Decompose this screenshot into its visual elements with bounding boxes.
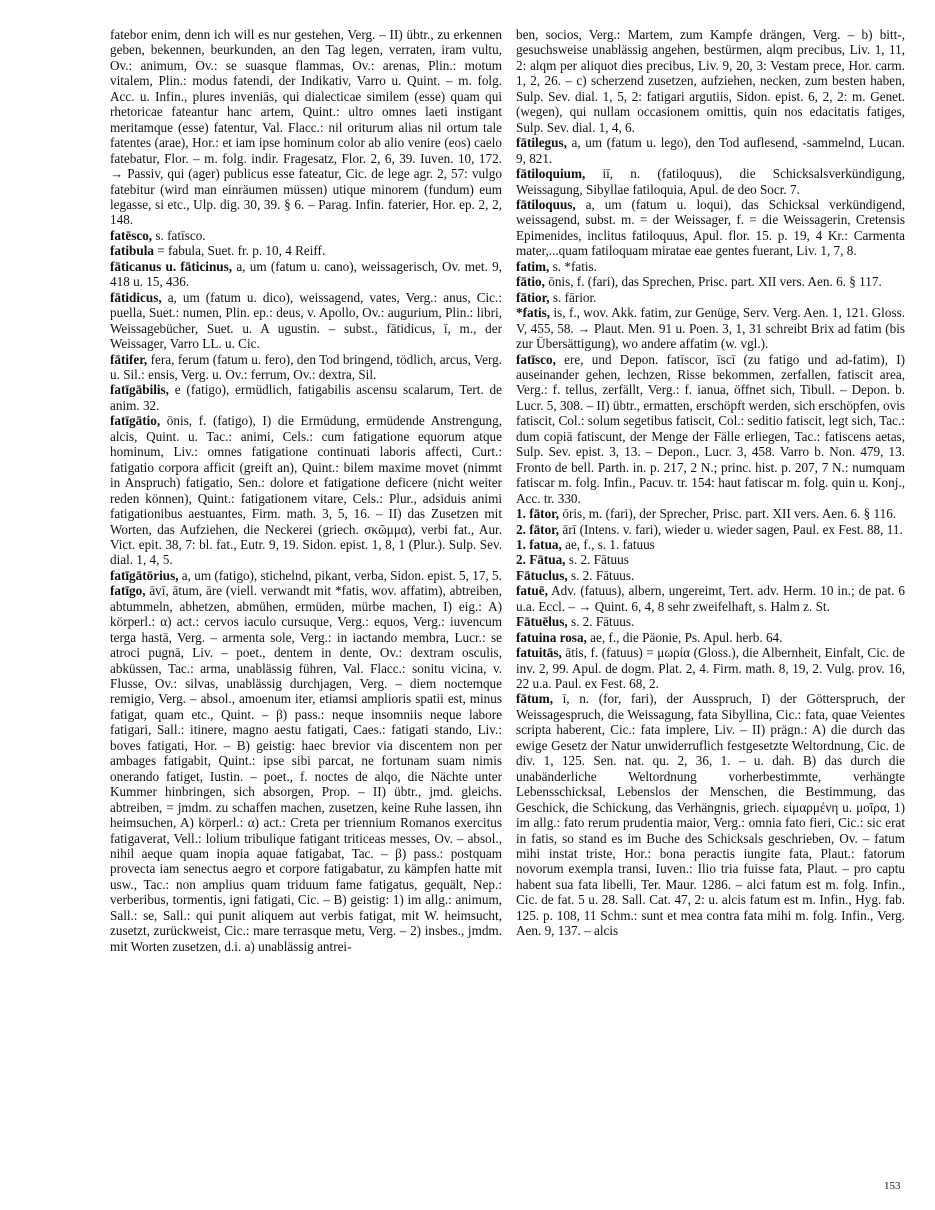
dictionary-entry — [516, 568, 905, 583]
dictionary-entry — [516, 630, 905, 645]
entry-definition: ae, f., die Päonie, Ps. Apul. herb. 64. — [590, 629, 783, 645]
entry-headword: fatuē, — [516, 583, 548, 599]
entry-headword: 2. Fātua, — [516, 552, 566, 568]
entry-headword: fātidicus, — [110, 289, 162, 305]
entry-definition: ben, socios, Verg.: Martem, zum Kampfe drängen, Verg. – b) bitt-, gesuchsweise unablässig angehen, bestürmen, alqm precibus, Liv. 1, 11, 2: alqm per aliquot dies precibus, Liv. 9, 20, 3: Vestam prece, Hor. carm. 1, 2, 26. – c) scherzend zusetzen, aufziehen, necken, zum besten haben, Sulp. Sev. dial. 1, 5, 2: fatigari argutiis, Sidon. epist. 6, 2, 2: m. Genet. (wegen), qui nullam occasionem omittis, quin nos edacitatis fatiges, Sulp. Sev. dial. 1, 4, 6. — [516, 27, 905, 135]
right-column — [516, 27, 905, 939]
dictionary-entry — [516, 537, 905, 552]
entry-definition: Adv. (fatuus), albern, ungereimt, Tert. adv. Herm. 10 in.; de pat. 6 u.a. Eccl. – → Quint. 6, 4, 8 sehr zweifelhaft, s. Halm z. St. — [516, 583, 905, 614]
entry-headword: fāticanus u. fāticinus, — [110, 258, 233, 274]
entry-headword: fatim, — [516, 258, 550, 274]
dictionary-entry — [516, 274, 905, 289]
dictionary-entry — [516, 27, 905, 135]
dictionary-entry — [516, 583, 905, 614]
entry-definition: ārī (Intens. v. fari), wieder u. wieder sagen, Paul. ex Fest. 88, 11. — [562, 521, 903, 537]
entry-headword: fatīsco, — [516, 351, 556, 367]
page-number: 153 — [884, 1180, 901, 1192]
dictionary-entry — [516, 645, 905, 691]
dictionary-entry — [516, 691, 905, 938]
entry-definition: s. *fatis. — [552, 258, 597, 274]
entry-headword: Fātuclus, — [516, 567, 568, 583]
dictionary-entry — [110, 243, 502, 258]
dictionary-entry — [110, 259, 502, 290]
entry-headword: fātiloquus, — [516, 196, 576, 212]
entry-headword: fātio, — [516, 274, 545, 290]
entry-definition: āvī, ātum, āre (viell. verwandt mit *fatis, wov. affatim), abtreiben, abtummeln, abhetzen, abmühen, ermüden, mürbe machen, I) eig.: A) körperl.: α) act.: cervos iaculo cursuque, Verg.: equos, Verg.: iuvencum terga hastā, Verg. – armenta sole, Verg.: in iactando membra, Lucr.: se atroci pugnā, Liv. – poet., dentem in dente, Ov.: dextram osculis, abküssen, Tac.: arma, unablässig führen, Val. Flacc.: sonitu vicina, v. Flusse, Ov.: silvas, unablässig durchjagen, Verg. – diem noctemque remigio, Verg. – absol., amoenum iter, etiamsi amplioris spatii est, minus fatigat, quam etc., Quint. – β) pass.: neque insomniis neque labore fatigari, Sall.: itinere, magno aestu fatigati, Caes.: fatigati stando, Liv.: boves fatigati, Hor. – B) geistig: haec brevior via discentem non per ambages fatigabit, Quint.: ipse sibi parcat, ne fortunam suam nimis onerando fatiget, Iustin. – poet., f. noctes de alqo, die Nächte unter Kummer hinbringen, sich absorgen, Prop. – II) übtr., jmd. gleichs. abtreiben, = jmdm. zu schaffen machen, zusetzen, keine Ruhe lassen, ihn heimsuchen, A) körperl.: α) act.: Creta per triennium Romanos exercitus fatigaverat, Vell.: lolium tribulique fatigant triticeas messes, Ov. – absol., nihil aeque quam inopia aquae fatigabat, Tac. – β) pass.: postquam provecta iam senectus aegro et corpore fatigabatur, zu kämpfen hatte mit usw., Tac.: non amplius quam triduum fame fatigatus, gequält, Nep.: verberibus, tormentis, igni fatigati, Cic. – B) geistig: 1) im allg.: animum, Sall.: se, Sall.: qui punit aliquem aut verbis fatigat, mit W. heimsucht, zusetzt, zurückweist, Cic.: mare terrasque metu, Verg. – 2) insbes., jmdm. mit Worten zusetzen, d.i. a) unablässig antrei- — [110, 583, 502, 954]
entry-headword: fatīgātōrius, — [110, 567, 179, 583]
dictionary-entry — [516, 259, 905, 274]
entry-headword: fātilegus, — [516, 135, 567, 151]
dictionary-entry — [516, 135, 905, 166]
entry-headword: fātiloquium, — [516, 166, 586, 182]
entry-headword: fatuitās, — [516, 645, 562, 661]
entry-definition: is, f., wov. Akk. fatim, zur Genüge, Serv. Verg. Aen. 1, 121. Gloss. V, 455, 58. → Plaut. Men. 91 u. Poen. 3, 1, 31 schreibt Brix ad fatim (bis zur Übersättigung), wo andere affatim (w. vgl.). — [516, 305, 906, 352]
entry-headword: fatīgo, — [110, 583, 146, 599]
dictionary-entry — [516, 552, 905, 567]
entry-definition: ōris, m. (fari), der Sprecher, Prisc. part. XII vers. Aen. 6. § 116. — [562, 506, 897, 522]
entry-definition: s. fārior. — [552, 289, 597, 305]
entry-definition: s. fatīsco. — [155, 227, 206, 243]
entry-definition: a, um (fatigo), stichelnd, pikant, verba, Sidon. epist. 5, 17, 5. — [181, 567, 502, 583]
dictionary-entry — [110, 382, 502, 413]
entry-headword: 1. fatua, — [516, 536, 562, 552]
entry-headword: 1. fātor, — [516, 506, 560, 522]
entry-definition: s. 2. Fātuus. — [570, 567, 635, 583]
entry-headword: fātum, — [516, 691, 553, 707]
entry-headword: fatibula — [110, 243, 154, 259]
entry-headword: *fatis, — [516, 305, 551, 321]
entry-headword: fatuina rosa, — [516, 629, 587, 645]
dictionary-entry — [110, 568, 502, 583]
dictionary-entry — [516, 197, 905, 259]
entry-definition: a, um (fatum u. loqui), das Schicksal verkündigend, weissagend, subst. m. = der Weissager, f. = die Weissagerin, Cretensis Epimenides, inclitus fatiloquus, Apul. flor. 15. p. 19, 4 Kr.: Carmenta mater,...quam fatiloquam miratae eae gentes fuerant, Liv. 1, 7, 8. — [516, 196, 905, 259]
dictionary-entry — [516, 614, 905, 629]
entry-headword: fātior, — [516, 289, 550, 305]
entry-definition: ōnis, f. (fatigo), I) die Ermüdung, ermüdende Anstrengung, alcis, Quint. u. Tac.: animi, Cels.: cum fatigatione equorum atque hominum, Liv.: omnes fatigatione continuati laboris affecti, Curt.: fatigatio corpora afficit (greift an), Quint.: bilem maxime movet (nimmt in Anspruch) fatigatio, Sen.: dolore et fatigatione deficere (nicht weiter reden können), Quint.: fatigationem vitare, Cels.: Plur., adsiduis animi fatigationibus aestuantes, Firm. math. 3, 5, 16. – II) das Zusetzen mit Worten, das Aufziehen, die Neckerei (griech. σκῶμμα), verbi fat., Aur. Vict. epit. 38, 7: bl. fat., Eutr. 9, 19. Sidon. epist. 1, 8, 1 (Plur.). Sulp. Sev. dial. 1, 4, 5. — [110, 413, 503, 568]
entry-definition: a, um (fatum u. dico), weissagend, vates, Verg.: anus, Cic.: puella, Suet.: numen, Plin. ep.: deus, v. Apollo, Ov.: augurium, Plin.: libri, Weissagebücher, Suet. u. A ugustin. – subst., fātidicus, ī, m., der Weissager, Varro LL. u. Cic. — [110, 289, 503, 352]
entry-definition: ere, und Depon. fatīscor, īscī (zu fatigo und ad-fatim), I) auseinander gehen, lechzen, Risse bekommen, zerfallen, fatiscit area, Verg.: f. tellus, zerfällt, Verg.: f. ianua, öffnet sich, Tibull. – Depon. b. Lucr. 5, 308. – II) übtr., ermatten, erschöpft werden, sich erschöpfen, ovis fatiscit, Col.: solum segetibus fatiscit, Col.: seditio fatiscit, legt sich, Tac.: dum copiā fatiscunt, der Menge der Fälle erliegen, Tac.: fatiscens aetas, Sulp. Sev. epist. 3, 13. – Depon., Lucr. 3, 458. Varro b. Non. 479, 13. Fronto de bell. Parth. in. p. 217, 2 N.; princ. hist. p. 207, 7 N.: numquam fatiscar m. folg. Infin., Pacuv. tr. 154: haut fatiscar m. folg. quin u. Konj., Acc. tr. 330. — [516, 351, 905, 506]
entry-definition: s. 2. Fātuus. — [570, 614, 635, 630]
dictionary-entry — [110, 413, 502, 568]
entry-headword: 2. fātor, — [516, 521, 560, 537]
entry-headword: fātifer, — [110, 351, 148, 367]
entry-definition: ātis, f. (fatuus) = μωρία (Gloss.), die Albernheit, Einfalt, Cic. de inv. 2, 99. Apul. de dogm. Plat. 2, 4. Firm. math. 8, 19, 2. Vulg. prov. 16, 22 u.a. Paul. ex Fest. 68, 2. — [516, 645, 905, 692]
entry-definition: fera, ferum (fatum u. fero), den Tod bringend, tödlich, arcus, Verg. u. Sil.: ensis, Verg. u. Ov.: ferrum, Ov.: dextra, Sil. — [110, 351, 502, 382]
entry-definition: ī, n. (for, fari), der Ausspruch, I) der Götterspruch, der Weissagespruch, die Weissagung, fata Sibyllina, Cic.: fata, quae Veientes scripta haberent, Cic.: fata implere, Liv. – II) prägn.: A) die durch das ewige Gesetz der Natur unwiderruflich festgesetzte Weltordnung, Cic. de div. 1, 125. Sen. nat. qu. 2, 36, 1. – u. dah. B) das durch die unabänderliche Weltordnung vorherbestimmte, verhängte Lebensschicksal, Lebenslos der Menschen, die Bestimmung, das Geschick, die Schickung, das Verhängnis, griech. εἱμαρμένη u. μοῖρα, 1) im allg.: fato rerum prudentia maior, Verg.: omnia fato fieri, Cic.: sic erat in fatis, so stand es im Buche des Schicksals geschrieben, Ov. – fatum mihi instat triste, Hor.: bona peractis iungite fata, Plaut.: fatorum novorum exempla transi, Iuven.: Ilio tria fuisse fata, Plaut. – pro captu habent sua fata libelli, Ter. Maur. 1286. – alci fatum est m. folg. Infin., Cic. de fat. 5 u. 28. Sall. Cat. 47, 2: u. alcis fatum est m. Infin., Hyg. fab. 125. p. 108, 11 Schm.: sunt et mea contra fata mihi m. folg. Infin., Verg. Aen. 9, 137. – alcis — [516, 691, 906, 939]
dictionary-entry — [516, 506, 905, 521]
dictionary-entry — [110, 583, 502, 954]
left-column — [110, 27, 502, 954]
entry-definition: ōnis, f. (fari), das Sprechen, Prisc. part. XII vers. Aen. 6. § 117. — [548, 274, 882, 290]
dictionary-entry — [516, 166, 905, 197]
entry-headword: Fātuēlus, — [516, 614, 568, 630]
entry-definition: s. 2. Fātuus — [568, 552, 629, 568]
entry-definition: a, um (fatum u. lego), den Tod auflesend, -sammelnd, Lucan. 9, 821. — [516, 135, 906, 166]
entry-headword: fatīgātio, — [110, 413, 161, 429]
entry-headword: fatēsco, — [110, 227, 153, 243]
entry-definition: = fabula, Suet. fr. p. 10, 4 Reiff. — [157, 243, 326, 259]
dictionary-entry — [110, 228, 502, 243]
entry-definition: fatebor enim, denn ich will es nur gestehen, Verg. – II) übtr., zu erkennen geben, bekennen, beurkunden, an den Tag legen, verraten, iram vultu, Ov.: animum, Ov.: se suasque flammas, Ov.: arenas, Plin.: motum vitalem, Plin.: modus fatendi, der Indikativ, Varro u. Quint. – m. folg. Acc. u. Infin., plures inveniās, qui dialecticae similem (esse) quam qui rhetoricae fateantur hanc artem, Quint.: ultro omnes laeti instigant meritamque (esse) fatentur, Val. Flacc.: nil oriturum alias nil ortum tale fatentes (arae), Hor.: et iam ipse hominum color ab alio venire (eos) caelo fatebatur, Flor. – m. folg. indir. Fragesatz, Flor. 2, 6, 39. Iuven. 10, 172. → Passiv, qui (ager) publicus esse fateatur, Cic. de lege agr. 2, 57: vulgo fatebitur (wird man einräumen müssen) utique minorem (fundum) eum legasse, si etc., Ulp. dig. 30, 39. § 6. – Parag. Infin. faterier, Hor. ep. 2, 2, 148. — [110, 27, 502, 228]
dictionary-entry — [110, 352, 502, 383]
dictionary-entry — [516, 352, 905, 507]
entry-definition: e (fatigo), ermüdlich, fatigabilis ascensu scalarum, Tert. de anim. 32. — [110, 382, 502, 413]
entry-headword: fatīgābilis, — [110, 382, 169, 398]
entry-definition: ae, f., s. 1. fatuus — [565, 536, 655, 552]
entry-definition: a, um (fatum u. cano), weissagerisch, Ov. met. 9, 418 u. 15, 436. — [110, 258, 502, 290]
dictionary-entry — [516, 522, 905, 537]
dictionary-entry — [110, 27, 502, 228]
entry-definition: iī, n. (fatiloquus), die Schicksalsverkündigung, Weissagung, Sibyllae fatiloquia, Apul. de deo Socr. 7. — [516, 166, 905, 197]
dictionary-entry — [516, 290, 905, 305]
dictionary-entry — [516, 305, 905, 351]
dictionary-entry — [110, 290, 502, 352]
